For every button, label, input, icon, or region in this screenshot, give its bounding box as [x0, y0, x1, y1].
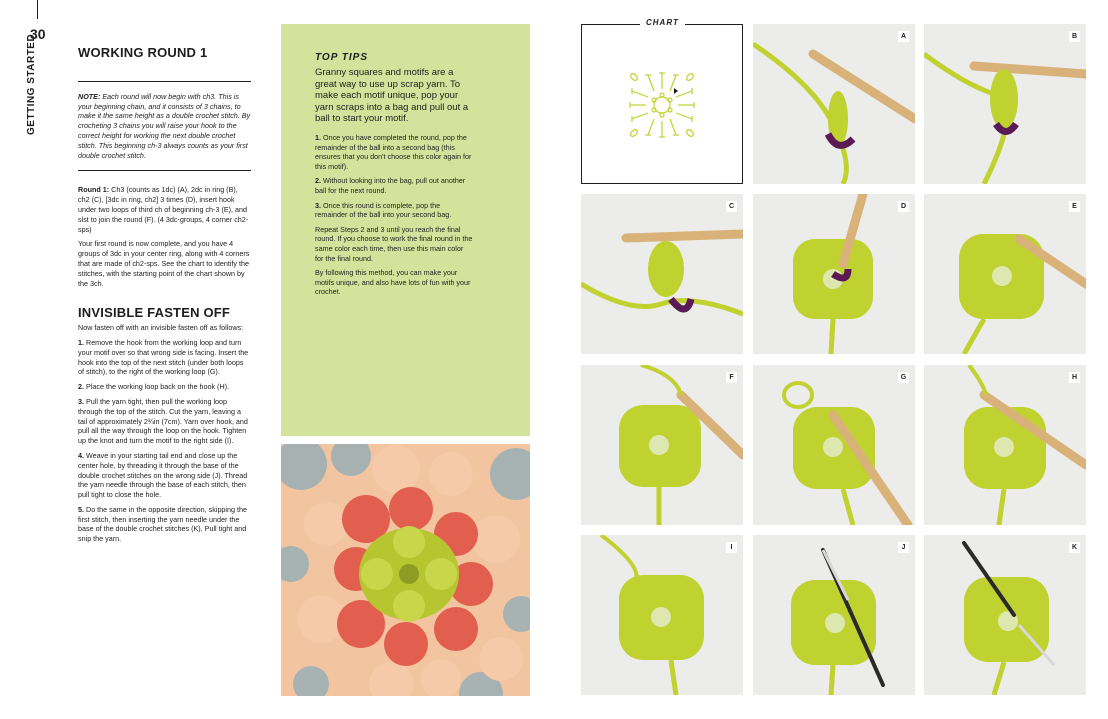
tip-text: Repeat Steps 2 and 3 until you reach the final round. If you choose to work the final round in the same color each time, then use this main color for the final round.	[315, 224, 473, 263]
round1-paragraph	[78, 185, 251, 234]
section-label: GETTING STARTED	[26, 33, 37, 135]
step-photo-k	[924, 535, 1086, 695]
tip-item	[315, 201, 473, 220]
chart-diagram	[582, 25, 742, 183]
step-letter: F	[726, 372, 737, 383]
step-photo-g	[753, 365, 915, 525]
step-text: Do the same in the opposite direction, skipping the first stitch, then inserting the yarn needle under the base of the double crochet stitches (K). Pull tight and snip the yarn.	[78, 504, 248, 544]
tip-number: 3.	[315, 200, 321, 210]
step-number: 4.	[78, 450, 84, 460]
step-photo-j	[753, 535, 915, 695]
step-photo-h	[924, 365, 1086, 525]
fasten-off-heading: INVISIBLE FASTEN OFF	[78, 305, 231, 321]
tip-item	[315, 176, 473, 195]
page-number: 30	[30, 26, 46, 42]
chart-label: CHART	[640, 18, 685, 27]
step-letter: I	[726, 542, 737, 553]
tip-item	[315, 133, 473, 171]
tip-text: Without looking into the bag, pull out another ball for the next round.	[315, 176, 466, 195]
step-text: Remove the hook from the working loop and turn your motif over so that wrong side is facing. Insert the hook into the top of the next stitch (under both loops of stitch), to the right of the working loop (G).	[78, 337, 249, 377]
step-letter: A	[898, 31, 909, 42]
tip-number: 2.	[315, 176, 321, 186]
fasten-step	[78, 505, 251, 544]
fasten-step	[78, 382, 251, 392]
step-letter: K	[1069, 542, 1080, 553]
top-tips-intro: Granny squares and motifs are a great way to use up scrap yarn. To make each motif unique, pop your yarn scraps into a bag and pull out a ball to start your motif.	[315, 67, 469, 125]
round-summary: Your first round is now complete, and you have 4 groups of 3dc in your center ring, along with 4 corners that are made of ch2-sps. See the chart to identify the stitches, with the starting point of the chart shown by the 3ch.	[78, 239, 250, 288]
tip-text: Once you have completed the round, pop the remainder of the ball into a second bag (this ensures that you don't choose this color again for this motif).	[315, 132, 472, 171]
tip-text: By following this method, you can make your motifs unique, and also have lots of fun with your crochet.	[315, 268, 471, 297]
working-round-heading: WORKING ROUND 1	[78, 45, 208, 60]
tip-item	[315, 225, 473, 263]
granny-square-photo	[281, 444, 530, 696]
tip-item	[315, 268, 473, 297]
step-number: 5.	[78, 504, 84, 514]
step-photo-a	[753, 24, 915, 184]
step-text: Weave in your starting tail end and close up the center hole, by threading it through the base of the double crochet stitches on the wrong side (J). Thread the yarn needle through the base of each stitch, then pull tight to close the hole.	[78, 450, 248, 500]
step-text: Pull the yarn tight, then pull the working loop through the top of the stitch. Cut the yarn, leaving a tail of approximately 2¾in (7cm). Yarn over hook, and pull all the way through the loop on the hook. Tighten up the knot and turn the motif to the right side (I).	[78, 396, 248, 446]
note-label: NOTE:	[78, 91, 101, 101]
step-photo-i	[581, 535, 743, 695]
page-rule	[37, 0, 38, 19]
step-letter: G	[898, 372, 909, 383]
note-text: Each round will now begin with ch3. This is your beginning chain, and it consists of 3 chains, to make it the same height as a double crochet stitch. By crocheting 3 chains you will raise your hook to the correct height for working the next double crochet stitch. This beginning ch-3 always counts as your first double crochet stitch.	[78, 91, 251, 160]
step-letter: C	[726, 201, 737, 212]
step-number: 3.	[78, 396, 84, 406]
step-photo-d	[753, 194, 915, 354]
stitch-chart	[581, 24, 743, 184]
step-number: 1.	[78, 337, 84, 347]
top-tips-title: TOP TIPS	[315, 52, 369, 63]
step-text: Place the working loop back on the hook (H).	[84, 382, 230, 392]
step-photo-c	[581, 194, 743, 354]
note-paragraph	[78, 92, 251, 161]
step-photo-e	[924, 194, 1086, 354]
round1-text: Ch3 (counts as 1dc) (A), 2dc in ring (B), ch2 (C), [3dc in ring, ch2] 3 times (D), insert hook under two loops of third ch of beginning ch-3 (E), and slst to join the round (F). (4 3dc-groups, 4 corner ch2-sps)	[78, 185, 249, 234]
fasten-step	[78, 397, 251, 446]
step-letter: B	[1069, 31, 1080, 42]
note-rule	[78, 170, 251, 171]
round1-label: Round 1:	[78, 185, 110, 195]
left-column	[78, 45, 251, 549]
fasten-step	[78, 338, 251, 377]
step-letter: H	[1069, 372, 1080, 383]
fasten-step	[78, 451, 251, 500]
step-photo-b	[924, 24, 1086, 184]
granny-square-illustration	[281, 444, 530, 696]
top-tips-content	[315, 52, 473, 302]
step-letter: E	[1069, 201, 1080, 212]
tip-number: 1.	[315, 132, 321, 142]
step-letter: D	[898, 201, 909, 212]
fasten-off-intro: Now fasten off with an invisible fasten off as follows:	[78, 323, 244, 333]
step-letter: J	[898, 542, 909, 553]
step-photo-f	[581, 365, 743, 525]
tip-text: Once this round is complete, pop the remainder of the ball into your second bag.	[315, 200, 452, 220]
step-number: 2.	[78, 382, 84, 392]
heading-rule	[78, 81, 251, 82]
